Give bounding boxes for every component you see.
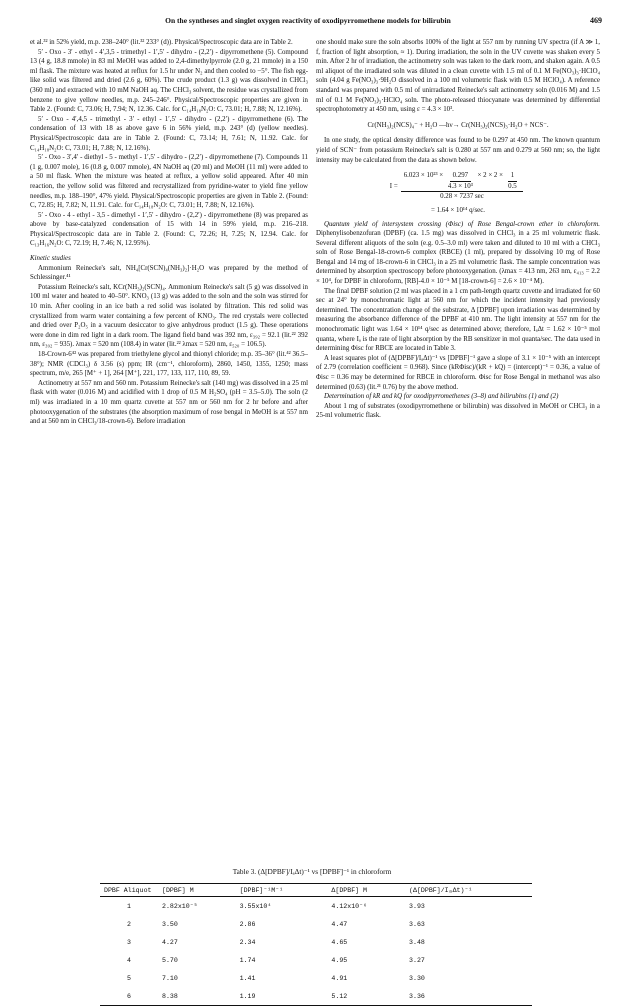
paragraph xyxy=(316,220,600,287)
column-header: [DPBF]⁻¹M⁻¹ xyxy=(236,884,328,897)
equation-term: 6.023 × 10²³ × xyxy=(403,172,444,180)
fraction-denominator: 4.3 × 10³ xyxy=(447,182,473,190)
paragraph: A least squares plot of (Δ[DPBF]/IₐΔt)⁻¹ vs [DPBF]⁻¹ gave a slope of 3.1 × 10⁻⁵ with an intercept of 2.79 (correlation coefficient = 0.968). Since (kRΦisc)/(kR + kQ) = (intercept)⁻¹ = 0.36, a value of Φisc = 0.36 may be determined for RBCE in chloroform. Φisc for Rose Bengal in methanol was also determined (0.63) (lit.²¹ 0.76) by the above method. xyxy=(316,354,600,391)
table-row xyxy=(100,969,532,987)
reaction-equation: Cr(NH₃)₂(NCS)₄⁻ + H₂O —hν→ Cr(NH₃)₂(NCS)₃·H₂O + NCS⁻. xyxy=(367,121,549,129)
paragraph: et al.³² in 52% yield, m.p. 238–240° (lit.³² 233° (d)). Physical/Spectroscopic data are in Table 2. xyxy=(30,39,293,46)
paragraph: 5′ - Oxo - 3′ - ethyl - 4′,3,5 - trimethyl - 1′,5′ - dihydro - (2,2′) - dipyrromethene (5). Compound 13 (4 g, 18.8 mmole) in 83 ml MeOH was added to 2,4-dimethylpyrrole (2.0 g, 21 mmole) in a 150 ml flask. The mixture was heated at reflux for 1.5 hr under N₂ and then cooled to −5°. The fish egg-like solid was filtered and dried (2.6 g, 60%). The crude product (1.3 g) was dissolved in CHCl₃ (360 ml) and extracted with 10 mM NaOH aq. The CHCl₃ solvent, the residue was crystallized from benzene to give yellow needles, m.p. 245–246°. Physical/Spectroscopic properties are given in Table 2. (Found: C, 73.06; H, 7.94; N, 12.36. Calc. for C₁₄H₁₈N₂O: C, 73.01; H, 7.88; N, 12.16%). xyxy=(30,48,308,114)
fraction-denominator: 0.5 xyxy=(508,182,517,190)
table-cell: 4.65 xyxy=(331,938,348,946)
table-cell: 4.12x10⁻⁶ xyxy=(331,903,368,910)
paragraph: Ammonium Reinecke's salt, NH₄[Cr(SCN)₄(NH₃)₂]·H₂O was prepared by the method of Schlessinger.⁴¹ xyxy=(30,264,308,282)
table-cell: 3.93 xyxy=(409,902,425,910)
table-cell: 8.38 xyxy=(158,987,236,1006)
paragraph: one should make sure the soln absorbs 100% of the light at 557 nm by running UV spectra (if A ≫ 1, f, fraction of light absorption, ≈ 1). During irradiation, the soln in the UV cuvette was shaken every 5 min. After 2 hr of irradiation, the actinometry soln was taken to the dark room, and shaken again. A 0.5 ml aliquot of the irradiated soln was diluted in a clean cuvette with 1.5 ml of 0.1 M Fe(NO₃)₃·HClO₄ soln (4.04 g Fe(NO₃)₃·9H₂O dissolved in a 100 ml volumetric flask with 0.5 M HClO₄). A reference standard was prepared with 0.5 ml of unirradiated Reinecke's salt actinometry soln (0.016 M) and 1.5 ml of 0.1 M Fe(NO₃)₃·HClO₄ soln. The photo-released thiocyanate was determined by differential spectrophotometry at 450 nm, using ε = 4.3 × 10³. xyxy=(316,39,600,114)
paragraph: 5′ - Oxo - 3′,4′ - diethyl - 5 - methyl - 1′,5′ - dihydro - (2,2′) - dipyrromethene (7). Compounds 11 (1 g, 0.007 mole), 16 (0.8 g, 0.007 mmole), 4N NaOH aq (20 ml) and MeOH (11 ml) were added to a 50 ml flask. When the mixture was heated at reflux, a yellow solid appeared. After 40 min reaction, the yellow solid was filtered and recrystallized from pyridine-water to yield fine yellow needles, m.p. 188–190°, 47% yield. Physical/Spectroscopic properties are given in Table 2. (Found: C, 72.85; H, 7.82; N, 11.91. Calc. for C₁₄H₁₈N₂O: C, 73.01; H, 7.88; N, 12.16%). xyxy=(30,154,308,210)
table-row xyxy=(100,897,532,916)
data-table xyxy=(100,883,532,1006)
table-cell: 6 xyxy=(100,987,158,1006)
paragraph: 18-Crown-6⁴² was prepared from triethylene glycol and thionyl chloride; m.p. 35–36° (lit.⁴² 36.5–38°); NMR (CDCl₃) δ 3.56 (s) ppm; IR (cm⁻¹, chloroform), 2860, 1450, 1355, 1250; mass spectrum, m/e, 265 [M⁺ + 1], 264 [M⁺], 221, 177, 133, 117, 110, 89, 59. xyxy=(30,351,308,378)
table-header-row xyxy=(100,884,532,897)
table-cell: 1 xyxy=(127,902,131,910)
table-cell: 3.50 xyxy=(162,920,178,928)
table-cell: 5.70 xyxy=(162,956,178,964)
table-cell: 4.47 xyxy=(331,920,348,928)
equation-result: = 1.64 × 10¹⁴ q/sec. xyxy=(431,206,485,214)
table-cell: 2.82x10⁻⁵ xyxy=(162,903,198,910)
fraction-numerator: 0.297 xyxy=(450,171,472,182)
table-cell: 4.91 xyxy=(331,974,348,982)
table-cell: 1.19 xyxy=(236,987,328,1006)
paragraph: 5′ - Oxo - 4′,4,5 - trimethyl - 3′ - ethyl - 1′,5′ - dihydro - (2,2′) - dipyrromethene (6). The condensation of 13 with 18 as above gave 6 in 56% yield, m.p. 243° (d) (yellow needles). Physical/Spectroscopic data are in Table 2. (Found: C, 73.14; H, 7.61; N, 11.92. Calc. for C₁₄H₁₈N₂O: C, 73.01; H, 7.88; N, 12.16%). xyxy=(30,115,308,152)
table-cell: 2 xyxy=(127,920,131,928)
table-row xyxy=(100,987,532,1006)
paragraph: Actinometry at 557 nm and 560 nm. Potassium Reinecke's salt (140 mg) was dissolved in a 25 ml flask with water (0.016 M) and acidified with 1 drop of 0.5 M H₂SO₄ (pH = 3.5–5.0). The soln (2 ml) was irradiated in a 10 mm quartz cuvette at 557 nm or 560 nm for 2 hr before and after photooxygenation of the substrates (the absorption maximum of rose bengal in MeOH is at 557 nm and at 560 nm in CHCl₃/18-crown-6). Before irradiation xyxy=(30,379,308,426)
paragraph: About 1 mg of substrates (oxodipyrromethene or bilirubin) was dissolved in MeOH or CHCl₃ in a 25-ml volumetric flask. xyxy=(316,402,600,420)
paragraph-title: Quantum yield of intersystem crossing (Φisc) of Rose Bengal-crown ether in chloroform. xyxy=(324,220,600,228)
section-heading: Kinetic studies xyxy=(30,255,71,263)
intensity-equation xyxy=(316,171,600,215)
paragraph: Potassium Reinecke's salt, KCr(NH₃)₂(SCN)₄. Ammonium Reinecke's salt (5 g) was dissolved in 100 ml water and heated to 40–50°. KNO₃ (13 g) was added to the soln and the soln was stirred for 10 min. After cooling in an ice bath a red solid was isolated by filtration. This red solid was crystallized from warm water containing a few percent of KNO₃. The red crystals were collected and dried over P₂O₅ in a vacuum desiccator to give anhydrous product (1.5 g). These operations were done in dim red light in a dark room. The ligand field band was 392 nm, ε₃₉₂ = 92.1 (lit.²² 392 nm, ε₃₉₂ = 935). λmax = 520 nm (108.4) in water (lit.²² λmax = 520 nm, ε₅₂₀ = 106.5). xyxy=(30,283,308,349)
table-cell: 2.86 xyxy=(239,920,256,928)
paragraph: 5′ - Oxo - 4 - ethyl - 3,5 - dimethyl - 1′,5′ - dihydro - (2,2′) - dipyrromethene (8) was prepared as above by base-catalyzed condensation of 15 with 14 in 59% yield, m.p. 216–218. Physical/Spectroscopic data are in Table 2. (Found: C, 72.26; H, 7.25; N, 12.94. Calc. for C₁₃H₁₆N₂O: C, 72.19; H, 7.46; N, 12.95%). xyxy=(30,211,308,248)
paragraph: In one study, the optical density difference was found to be 0.297 at 450 nm. The known quantum yield of SCN⁻ from potassium Reinecke's salt is 0.280 at 557 nm and 0.279 at 560 nm; so, the light intensity may be calculated from the data as shown below. xyxy=(316,137,600,164)
table-cell: 1.74 xyxy=(239,956,256,964)
table-cell: 3.63 xyxy=(409,920,425,928)
table-caption: Table 3. (Δ[DPBF]/IₐΔt)⁻¹ vs [DPBF]⁻¹ in chloroform xyxy=(232,867,392,876)
table-cell: 3.48 xyxy=(409,938,425,946)
table-cell: 1.41 xyxy=(239,974,256,982)
fraction-numerator: 1 xyxy=(508,171,517,182)
equation-denominator: 0.28 × 7237 sec xyxy=(440,193,484,201)
equation-lhs: I = xyxy=(389,182,398,190)
right-column xyxy=(316,38,600,421)
table-cell: 3.27 xyxy=(409,956,425,964)
table-cell: 4.27 xyxy=(162,938,178,946)
table-row xyxy=(100,951,532,969)
paragraph-title: Determination of kR and kQ for oxodipyrromethenes (3–8) and bilirubins (1) and (2) xyxy=(324,393,559,401)
table-cell: 3.55x10⁴ xyxy=(239,902,272,910)
table-cell: 2.34 xyxy=(239,938,256,946)
column-header: Δ[DPBF] M xyxy=(327,884,405,897)
table-cell: 3.30 xyxy=(409,974,425,982)
table-cell: 4.95 xyxy=(331,956,348,964)
table-cell: 4 xyxy=(127,956,131,964)
equation-term: × 2 × 2 × xyxy=(477,172,503,180)
table-row xyxy=(100,933,532,951)
table-cell: 5 xyxy=(127,974,131,982)
paragraph xyxy=(316,392,600,402)
column-header: [DPBF] M xyxy=(158,884,236,897)
running-header: On the syntheses and singlet oxygen reactivity of oxodipyrromethene models for bilirubin xyxy=(165,16,451,25)
page-number: 469 xyxy=(590,16,602,25)
paragraph-body: Diphenylisobenzofuran (DPBF) (ca. 1.5 mg) was dissolved in CHCl₃ in a 25 ml volumetric flask. Several different aliquots of the soln (e.g. 0.5–3.0 ml) were taken and diluted to 10 ml with a CHCl₃ soln of Rose Bengal-18-crown-6 complex (RBCE) (1 ml), prepared by dissolving 10 mg of Rose Bengal and 14 mg of 18-crown-6 in CHCl₃ in a 25 ml volumetric flask. The sample concentration was determined by absorption spectroscopy before photooxygenation. (λmax = 413 nm, 263 nm, ε₄₁₃ = 2.2 × 10⁴, for DPBF in chloroform, [RB]-4.0 × 10⁻⁵ M [18-crown-6] = 2.6 × 10⁻⁴ M). xyxy=(316,230,600,286)
paragraph: The final DPBF solution (2 ml was placed in a 1 cm path-length quartz cuvette and irradiated for 60 sec at 24° by monochromatic light at 560 nm for which the incident intensity had previously determined. The concentration change of the substrate, Δ [DPBF] upon irradiation was determined by measuring the absorbance difference of the DPBF at 410 nm. The light intensity at 557 nm for the monochromatic light was 1.64 × 10¹⁴ q/sec as determined above; therefore, IₐΔt = 1.62 × 10⁻⁵ mol quanta, where Iₐ is the rate of light absorption by the RB sensitizer in mol quanta/sec. The data used in determining Φisc for RBCE are located in Table 3. xyxy=(316,287,600,353)
table-cell: 3.36 xyxy=(405,987,532,1006)
table-cell: 5.12 xyxy=(327,987,405,1006)
table-row xyxy=(100,915,532,933)
table-cell: 7.10 xyxy=(162,974,178,982)
column-header: DPBF Aliquot xyxy=(100,884,158,897)
table-cell: 3 xyxy=(127,938,131,946)
column-header: (Δ[DPBF]/IₐΔt)⁻¹ xyxy=(405,884,532,897)
left-column xyxy=(30,38,308,427)
